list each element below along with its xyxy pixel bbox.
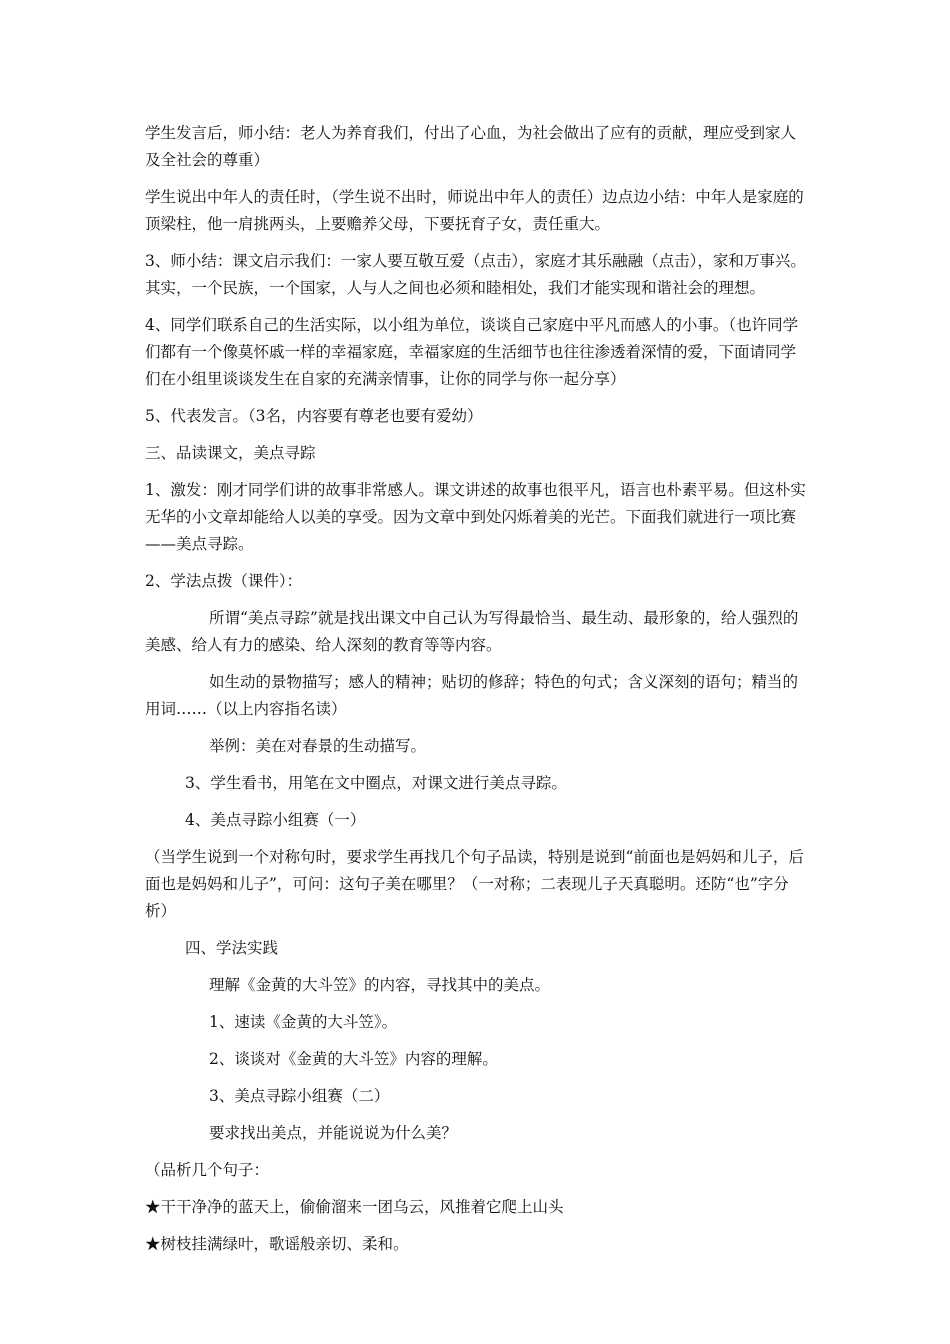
paragraph-practice-intro: 理解《金黄的大斗笠》的内容，寻找其中的美点。 bbox=[209, 976, 551, 994]
paragraph-practice-1: 1、速读《金黄的大斗笠》。 bbox=[209, 1013, 398, 1031]
paragraph-practice-2: 2、谈谈对《金黄的大斗笠》内容的理解。 bbox=[209, 1050, 498, 1068]
section-heading-3: 三、品读课文，美点寻踪 bbox=[145, 444, 316, 462]
paragraph-elder-summary: 学生发言后，师小结：老人为养育我们，付出了心血，为社会做出了应有的贡献，理应受到家人及全社会的尊重） bbox=[145, 124, 797, 169]
paragraph-middle-aged-summary: 学生说出中年人的责任时，（学生说不出时，师说出中年人的责任）边点边小结：中年人是家庭的顶梁柱，他一肩挑两头，上要赡养父母，下要抚育子女，责任重大。 bbox=[145, 188, 804, 233]
paragraph-method-guide: 2、学法点拨（课件）： bbox=[145, 572, 303, 590]
paragraph-requirement: 要求找出美点，并能说说为什么美？ bbox=[209, 1124, 458, 1142]
paragraph-representative-speech: 5、代表发言。（3名，内容要有尊老也要有爱幼） bbox=[145, 407, 483, 425]
paragraph-step-4: 4、美点寻踪小组赛（一） bbox=[185, 811, 366, 829]
paragraph-family-stories: 4、同学们联系自己的生活实际，以小组为单位，谈谈自己家庭中平凡而感人的小事。（也许同学们都有一个像莫怀戚一样的幸福家庭，幸福家庭的生活细节也往往渗透着深情的爱，下面请同学们在小组里谈谈发生在自家的充满亲情事，让你的同学与你一起分享） bbox=[145, 316, 799, 388]
document-body bbox=[145, 120, 809, 1268]
paragraph-definition: 所谓“美点寻踪”就是找出课文中自己认为写得最恰当、最生动、最形象的，给人强烈的美感、给人有力的感染、给人深刻的教育等等内容。 bbox=[145, 609, 799, 654]
paragraph-motivation: 1、激发：刚才同学们讲的故事非常感人。课文讲述的故事也很平凡，语言也朴素平易。但这朴实无华的小文章却能给人以美的享受。因为文章中到处闪烁着美的光芒。下面我们就进行一项比赛——美点寻踪。 bbox=[145, 481, 806, 553]
paragraph-example: 举例：美在对春景的生动描写。 bbox=[209, 737, 427, 755]
paragraph-practice-3: 3、美点寻踪小组赛（二） bbox=[209, 1087, 390, 1105]
paragraph-analysis-intro: （品析几个句子： bbox=[145, 1161, 270, 1179]
paragraph-examples-list: 如生动的景物描写；感人的精神；贴切的修辞；特色的句式；含义深刻的语句；精当的用词……（以上内容指名读） bbox=[145, 673, 799, 718]
section-heading-4: 四、学法实践 bbox=[185, 939, 279, 957]
paragraph-quote-2: ★树枝挂满绿叶，歌谣般亲切、柔和。 bbox=[145, 1235, 409, 1253]
paragraph-teacher-summary: 3、师小结：课文启示我们：一家人要互敬互爱（点击），家庭才其乐融融（点击），家和万事兴。其实，一个民族，一个国家，人与人之间也必须和睦相处，我们才能实现和谐社会的理想。 bbox=[145, 252, 806, 297]
paragraph-quote-1: ★干干净净的蓝天上，偷偷溜来一团乌云，风推着它爬上山头 bbox=[145, 1198, 564, 1216]
paragraph-step-3: 3、学生看书，用笔在文中圈点，对课文进行美点寻踪。 bbox=[185, 774, 567, 792]
paragraph-symmetry-note: （当学生说到一个对称句时，要求学生再找几个句子品读，特别是说到“前面也是妈妈和儿子，后面也是妈妈和儿子”，可问：这句子美在哪里？（一对称；二表现儿子天真聪明。还防“也”字分析） bbox=[145, 848, 804, 920]
